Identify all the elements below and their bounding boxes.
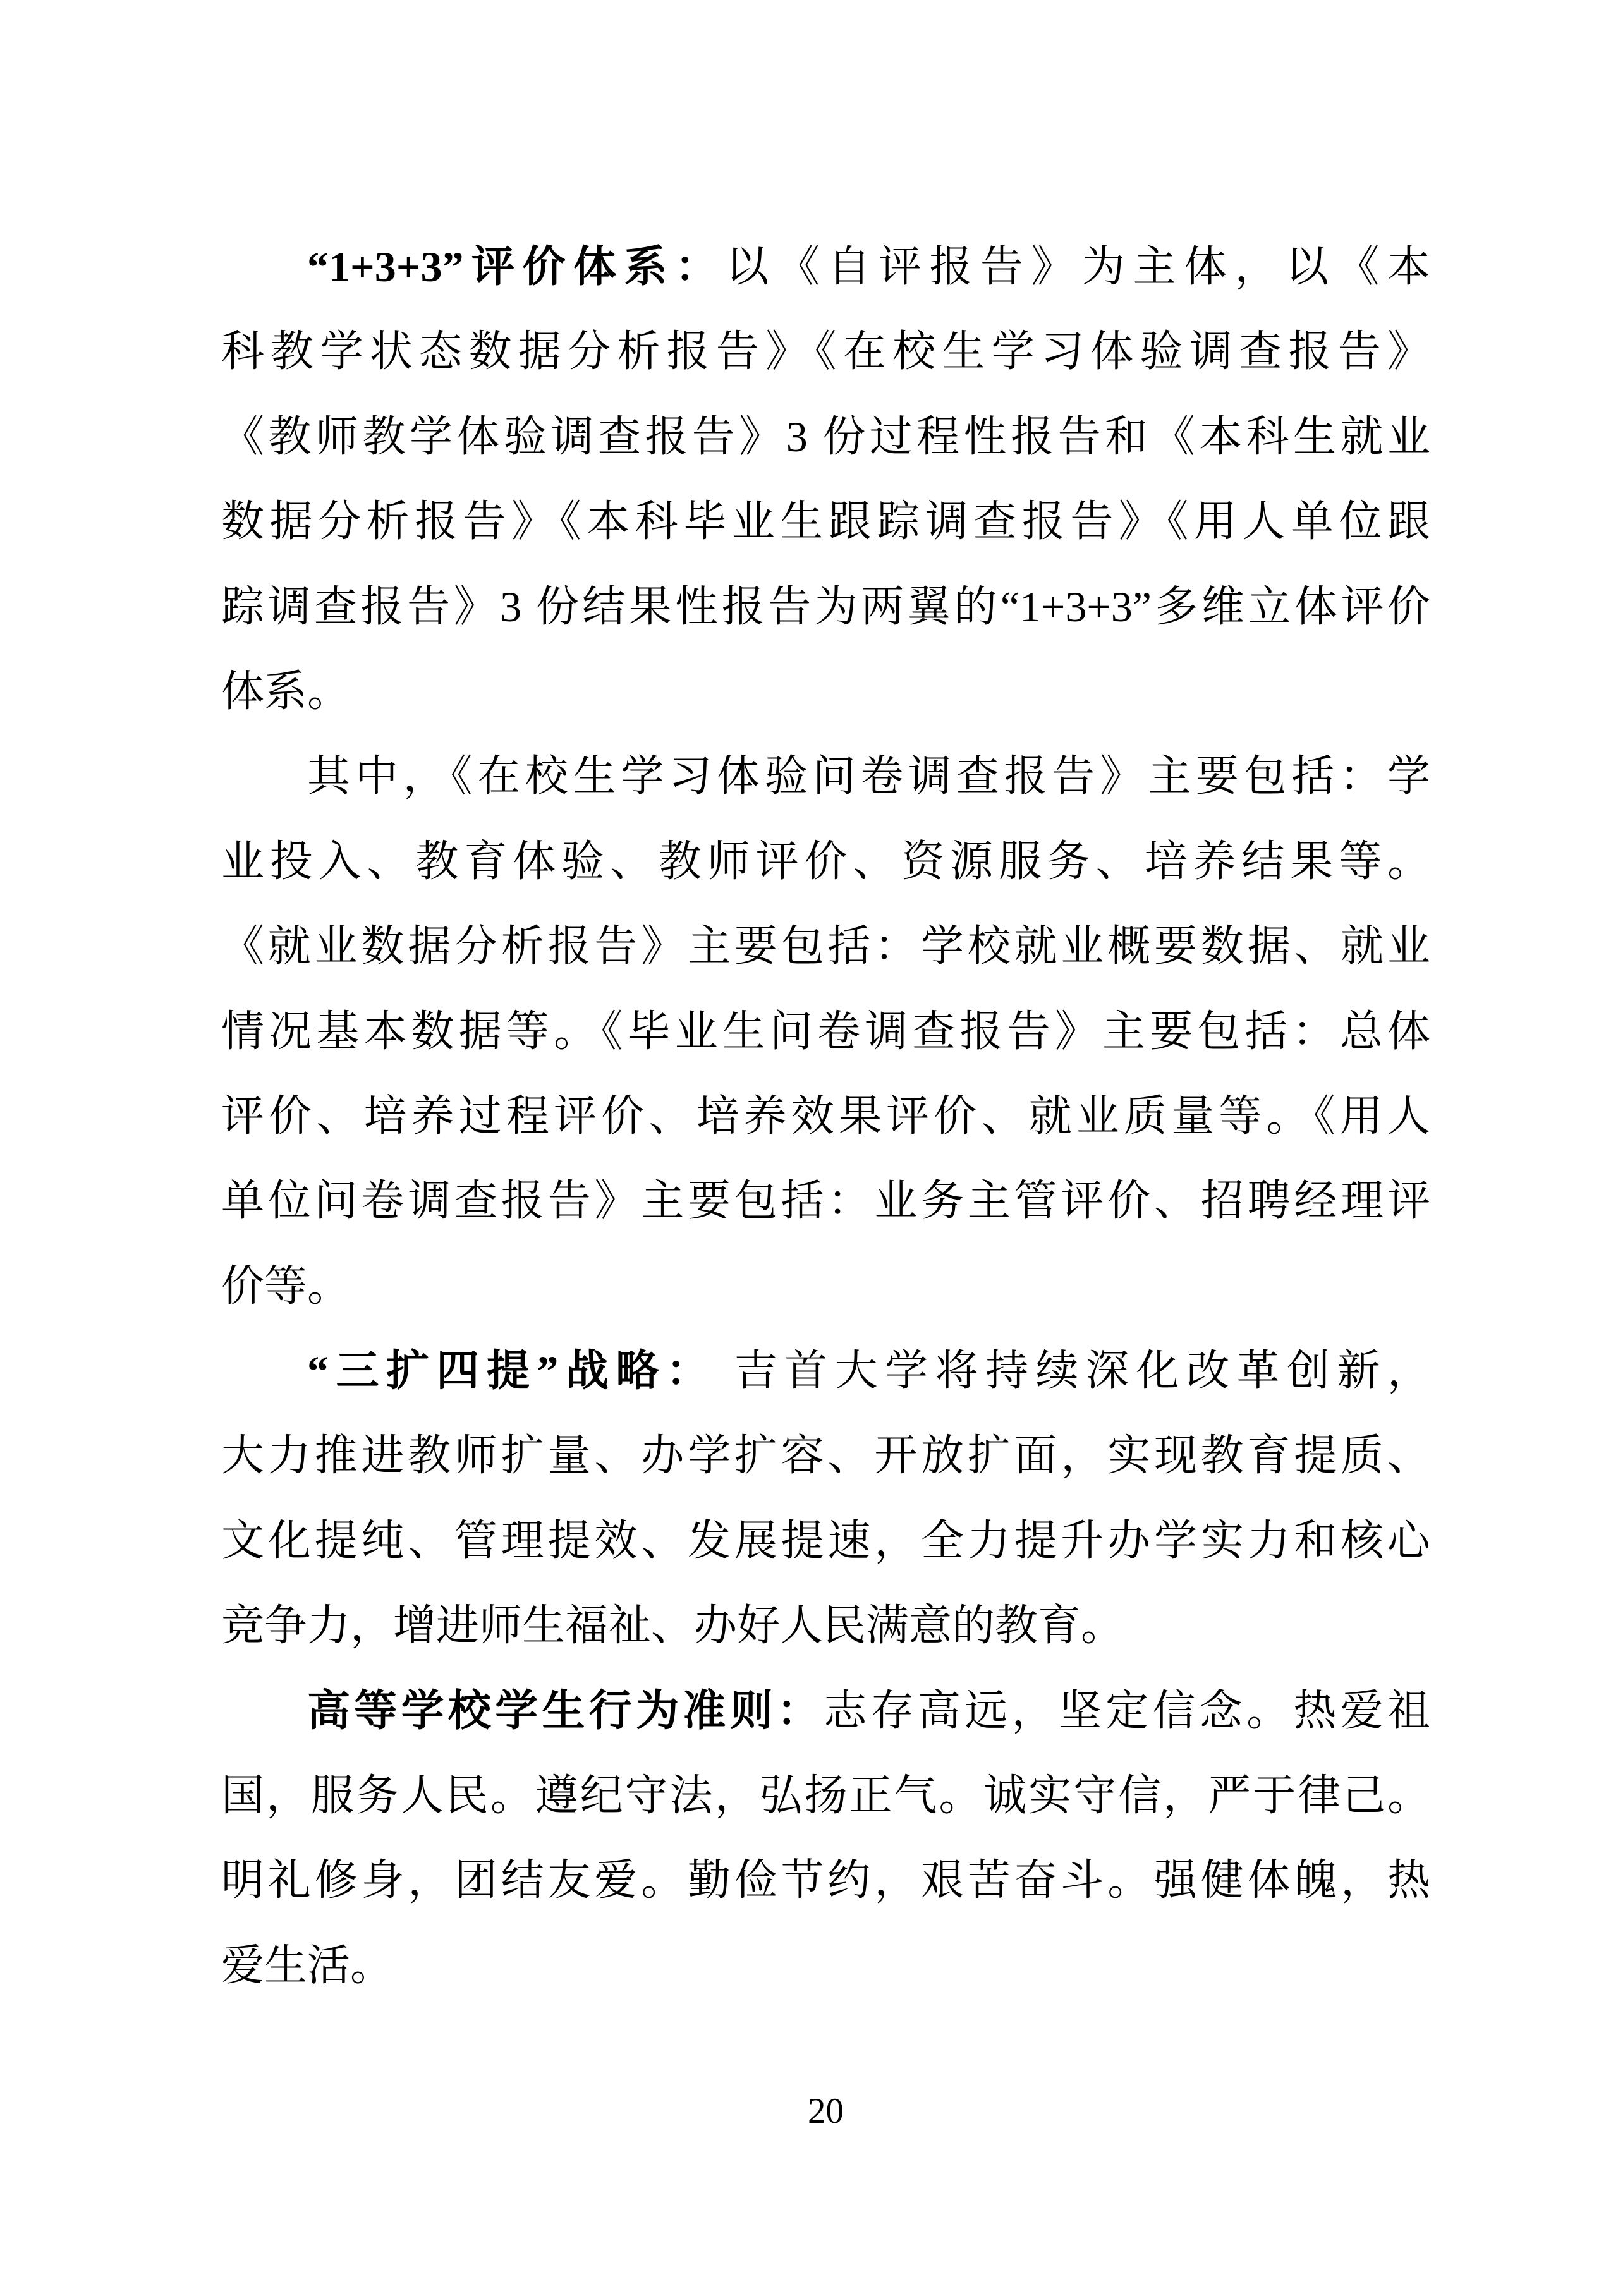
- paragraph-line: [221, 1923, 1430, 2008]
- paragraph-line: [221, 1838, 1430, 1922]
- line-text: 志存高远，坚定信念。热爱祖: [824, 1686, 1430, 1735]
- paragraph-line: [221, 1158, 1430, 1243]
- line-text: 体系。: [221, 667, 351, 715]
- line-text: 国，服务人民。遵纪守法，弘扬正气。诚实守信，严于律己。: [221, 1771, 1430, 1820]
- paragraph-line: [221, 224, 1430, 309]
- bold-run-heading: 高等学校学生行为准则：: [307, 1686, 824, 1735]
- line-text: 《教师教学体验调查报告》3 份过程性报告和《本科生就业: [221, 412, 1430, 461]
- line-text: 其中，《在校生学习体验问卷调查报告》主要包括：学: [307, 752, 1430, 801]
- paragraph-line: [221, 479, 1430, 564]
- line-text: 科教学状态数据分析报告》《在校生学习体验调查报告》: [221, 327, 1430, 376]
- line-text: 以《自评报告》为主体，以《本: [726, 243, 1430, 291]
- line-text: 文化提纯、管理提效、发展提速，全力提升办学实力和核心: [221, 1516, 1430, 1565]
- line-text: 价等。: [221, 1261, 351, 1310]
- paragraph-line: [221, 1413, 1430, 1498]
- text-block: [221, 224, 1430, 2008]
- page-number: 20: [808, 2091, 844, 2131]
- line-text: 业投入、教育体验、教师评价、资源服务、培养结果等。: [221, 837, 1430, 885]
- paragraph-line: [221, 1328, 1430, 1413]
- line-text: 明礼修身，团结友爱。勤俭节约，艰苦奋斗。强健体魄，热: [221, 1856, 1430, 1905]
- bold-run-heading: “1+3+3”评价体系：: [307, 243, 726, 291]
- line-text: 竞争力，增进师生福祉、办好人民满意的教育。: [221, 1601, 1124, 1650]
- paragraph-line: [221, 1753, 1430, 1838]
- paragraph-line: [221, 819, 1430, 904]
- bold-run-heading: “三扩四提”战略：: [307, 1347, 717, 1395]
- line-text: 吉首大学将持续深化改革创新，: [716, 1347, 1430, 1395]
- paragraph-line: [221, 904, 1430, 988]
- line-text: 爱生活。: [221, 1941, 394, 1989]
- paragraph-line: [221, 734, 1430, 818]
- paragraph-line: [221, 649, 1430, 734]
- paragraph-line: [221, 394, 1430, 479]
- line-text: 《就业数据分析报告》主要包括：学校就业概要数据、就业: [221, 922, 1430, 971]
- paragraph-line: [221, 1668, 1430, 1753]
- paragraph-line: [221, 1244, 1430, 1328]
- paragraph-line: [221, 1498, 1430, 1583]
- paragraph-line: [221, 564, 1430, 649]
- line-text: 踪调查报告》3 份结果性报告为两翼的“1+3+3”多维立体评价: [221, 582, 1430, 631]
- paragraph-line: [221, 1074, 1430, 1158]
- line-text: 大力推进教师扩量、办学扩容、开放扩面，实现教育提质、: [221, 1431, 1430, 1480]
- paragraph-line: [221, 1583, 1430, 1668]
- line-text: 数据分析报告》《本科毕业生跟踪调查报告》《用人单位跟: [221, 497, 1430, 546]
- paragraph-line: [221, 309, 1430, 394]
- line-text: 评价、培养过程评价、培养效果评价、就业质量等。《用人: [221, 1091, 1430, 1140]
- paragraph-line: [221, 989, 1430, 1074]
- line-text: 情况基本数据等。《毕业生问卷调查报告》主要包括：总体: [221, 1007, 1430, 1055]
- line-text: 单位问卷调查报告》主要包括：业务主管评价、招聘经理评: [221, 1177, 1430, 1225]
